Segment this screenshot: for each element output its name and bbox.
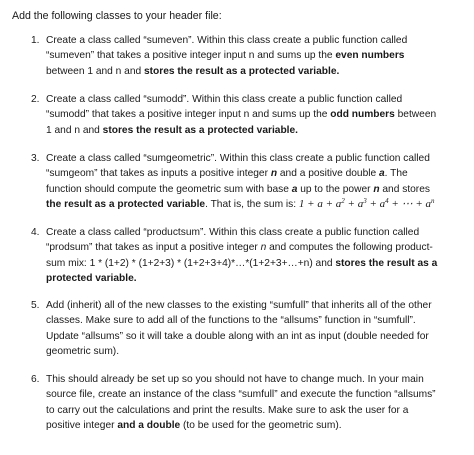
bold-text: and a double <box>117 420 181 432</box>
bold-italic-text: a <box>291 183 298 195</box>
item-number: 1. <box>31 35 40 46</box>
bold-text: protected variable. <box>46 273 137 285</box>
bold-text: stores the result as a protected variable. <box>144 65 340 77</box>
item-number: 3. <box>31 153 40 164</box>
item-text <box>46 225 474 287</box>
item-line: between 1 and n and <box>46 65 144 77</box>
item-text <box>46 372 474 434</box>
bold-italic-text: n <box>373 183 380 195</box>
item-line: to carry out the calculations and print the results. Make sure to ask the user for a <box>46 404 409 416</box>
item-line: Update “allsums” so it will take a double along with an int as input (double needed for <box>46 330 429 342</box>
bold-italic-text: n <box>270 168 278 180</box>
item-line: “sumodd” that takes a positive integer input n and sums up the <box>46 109 331 121</box>
item-line: Create a class called “sumeven”. Within this class create a public function called <box>46 35 408 46</box>
item-text <box>46 151 474 213</box>
item-line: function should compute the geometric sum with base <box>46 183 292 195</box>
item-text <box>46 33 474 79</box>
item-line: Create a class called “sumgeometric”. Within this class create a public function called <box>46 153 430 164</box>
item-line: source file, create an instance of the class “sumfull” and execute the function “allsums” <box>46 389 436 401</box>
item-line: sum mix: 1 * (1+2) * (1+2+3) * (1+2+3+4)*…*(1+2+3+…+n) and <box>46 257 336 269</box>
item-text <box>46 298 474 360</box>
item-line: up to the power <box>297 183 374 195</box>
item-line: and stores <box>379 183 430 195</box>
item-line: positive integer <box>46 420 118 432</box>
bold-text: the result as a protected variable <box>46 199 206 211</box>
bold-text: stores the result as a protected variable. <box>102 124 298 136</box>
item-number: 2. <box>31 94 40 105</box>
item-line: Add (inherit) all of the new classes to the existing “sumfull” that inherits all of the other <box>46 300 432 311</box>
item-line: and computes the following product- <box>266 242 433 254</box>
intro-text: Add the following classes to your header file: <box>12 10 222 22</box>
item-line: This should already be set up so you should not have to change much. In your main <box>46 374 424 385</box>
item-number: 5. <box>31 300 40 311</box>
geometric-sum-formula: $1 + a + a^2 + a^3 + a^4$ + ⋯ + $a^n$ <box>298 197 435 211</box>
bold-text: stores the result as a <box>335 257 438 269</box>
item-line: “sumgeom” that takes as inputs a positive integer <box>46 168 271 180</box>
bold-text: odd numbers <box>330 109 395 121</box>
item-line: (to be used for the geometric sum). <box>180 420 342 432</box>
item-line: . The <box>384 168 408 180</box>
item-text <box>46 92 474 138</box>
item-line: between <box>394 109 437 121</box>
item-line: geometric sum). <box>46 346 120 358</box>
item-line: “sumeven” that takes a positive integer input n and sums up the <box>46 50 336 62</box>
item-number: 4. <box>31 227 40 238</box>
item-line: Create a class called “sumodd”. Within this class create a public function called <box>46 94 403 105</box>
item-line: and a positive double <box>277 168 379 180</box>
bold-text: even numbers <box>335 50 405 62</box>
item-line: Create a class called “productsum”. Within this class create a public function called <box>46 227 420 238</box>
item-number: 6. <box>31 374 40 385</box>
item-line: “prodsum” that takes as input a positive integer <box>46 242 261 254</box>
item-line: 1 and n and <box>46 124 103 136</box>
item-line: . That is, the sum is: <box>205 199 299 211</box>
item-line: classes. Make sure to add all of the functions to the “allsums” function in “sumfull”. <box>46 315 416 327</box>
italic-text: n <box>260 242 267 254</box>
bold-italic-text: a <box>379 168 385 180</box>
